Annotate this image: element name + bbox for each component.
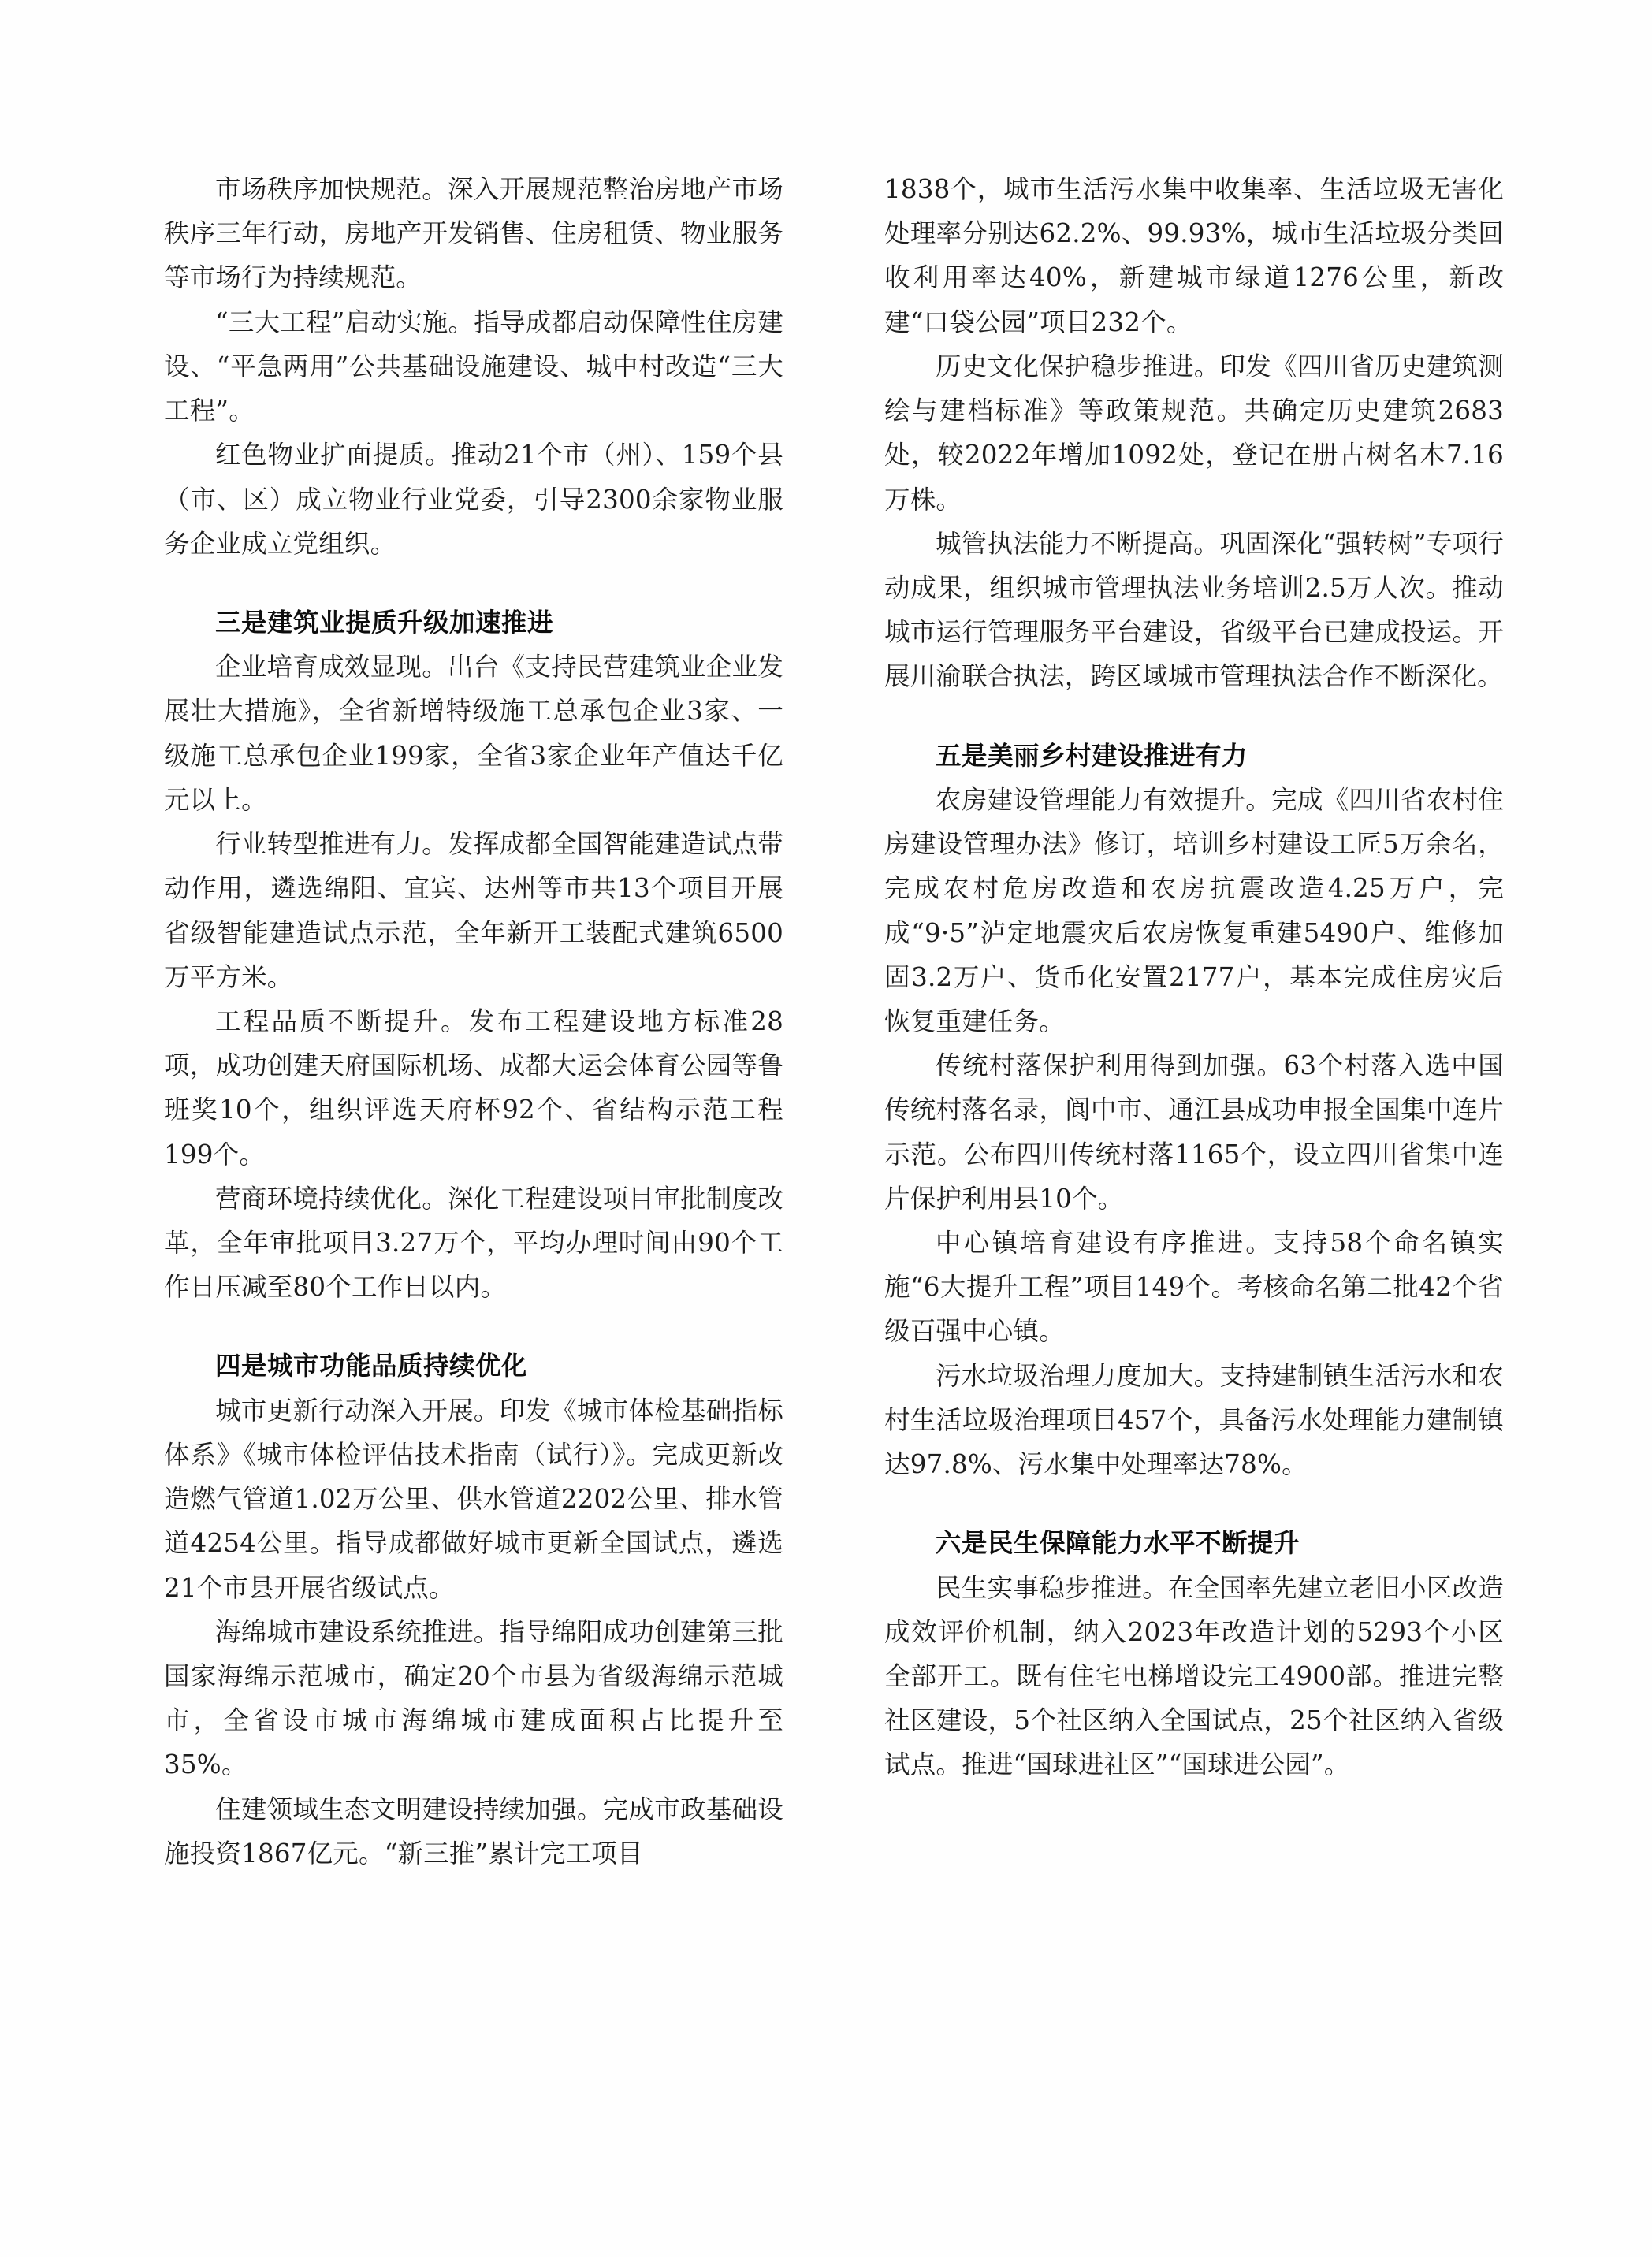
paragraph: 营商环境持续优化。深化工程建设项目审批制度改革，全年审批项目3.27万个，平均办理时间由90个工作日压减至80个工作日以内。 xyxy=(164,1183,783,1303)
paragraph: 城市更新行动深入开展。印发《城市体检基础指标体系》《城市体检评估技术指南（试行）》。完成更新改造燃气管道1.02万公里、供水管道2202公里、排水管道4254公里。指导成都做好城市更新全国试点，遴选21个市县开展省级试点。 xyxy=(164,1395,783,1603)
section-heading: 五是美丽乡村建设推进有力 xyxy=(936,740,1248,771)
paragraph: “三大工程”启动实施。指导成都启动保障性住房建设、“平急两用”公共基础设施建设、城中村改造“三大工程”。 xyxy=(164,307,783,426)
paragraph: 民生实事稳步推进。在全国率先建立老旧小区改造成效评价机制，纳入2023年改造计划的5293个小区全部开工。既有住宅电梯增设完工4900部。推进完整社区建设，5个社区纳入全国试点，25个社区纳入省级试点。推进“国球进社区”“国球进公园”。 xyxy=(884,1572,1504,1780)
spacer xyxy=(164,1309,783,1344)
section-heading: 四是城市功能品质持续优化 xyxy=(215,1351,528,1381)
paragraph: 农房建设管理能力有效提升。完成《四川省农村住房建设管理办法》修订，培训乡村建设工匠5万余名，完成农村危房改造和农房抗震改造4.25万户，完成“9·5”泸定地震灾后农房恢复重建5490户、维修加固3.2万户、货币化安置2177户，基本完成住房灾后恢复重建任务。 xyxy=(884,784,1504,1036)
section-heading: 六是民生保障能力水平不断提升 xyxy=(936,1528,1300,1559)
left-column xyxy=(164,167,783,1876)
paragraph: 行业转型推进有力。发挥成都全国智能建造试点带动作用，遴选绵阳、宜宾、达州等市共13个项目开展省级智能建造试点示范，全年新开工装配式建筑6500万平方米。 xyxy=(164,829,783,992)
spacer xyxy=(164,566,783,601)
paragraph: 历史文化保护稳步推进。印发《四川省历史建筑测绘与建档标准》等政策规范。共确定历史建筑2683处，较2022年增加1092处，登记在册古树名木7.16万株。 xyxy=(884,351,1504,515)
paragraph: 市场秩序加快规范。深入开展规范整治房地产市场秩序三年行动，房地产开发销售、住房租赁、物业服务等市场行为持续规范。 xyxy=(164,174,783,293)
paragraph: 企业培育成效显现。出台《支持民营建筑业企业发展壮大措施》，全省新增特级施工总承包企业3家、一级施工总承包企业199家，全省3家企业年产值达千亿元以上。 xyxy=(164,652,783,815)
paragraph: 工程品质不断提升。发布工程建设地方标准28项，成功创建天府国际机场、成都大运会体育公园等鲁班奖10个，组织评选天府杯92个、省结构示范工程199个。 xyxy=(164,1006,783,1169)
paragraph: 住建领域生态文明建设持续加强。完成市政基础设施投资1867亿元。“新三推”累计完工项目 xyxy=(164,1794,783,1868)
right-column xyxy=(884,167,1504,1876)
two-column-layout xyxy=(164,167,1504,1876)
paragraph: 传统村落保护利用得到加强。63个村落入选中国传统村落名录，阆中市、通江县成功申报全国集中连片示范。公布四川传统村落1165个，设立四川省集中连片保护利用县10个。 xyxy=(884,1050,1504,1214)
paragraph: 红色物业扩面提质。推动21个市（州）、159个县（市、区）成立物业行业党委，引导2300余家物业服务企业成立党组织。 xyxy=(164,440,783,559)
paragraph: 污水垃圾治理力度加大。支持建制镇生活污水和农村生活垃圾治理项目457个，具备污水处理能力建制镇达97.8%、污水集中处理率达78%。 xyxy=(884,1360,1504,1480)
paragraph-continuation: 1838个，城市生活污水集中收集率、生活垃圾无害化处理率分别达62.2%、99.93%，城市生活垃圾分类回收利用率达40%，新建城市绿道1276公里，新改建“口袋公园”项目232个。 xyxy=(884,174,1504,337)
paragraph: 海绵城市建设系统推进。指导绵阳成功创建第三批国家海绵示范城市，确定20个市县为省级海绵示范城市，全省设市城市海绵城市建成面积占比提升至35%。 xyxy=(164,1616,783,1780)
paragraph: 中心镇培育建设有序推进。支持58个命名镇实施“6大提升工程”项目149个。考核命名第二批42个省级百强中心镇。 xyxy=(884,1228,1504,1347)
paragraph: 城管执法能力不断提高。巩固深化“强转树”专项行动成果，组织城市管理执法业务培训2.5万人次。推动城市运行管理服务平台建设，省级平台已建成投运。开展川渝联合执法，跨区域城市管理执法合作不断深化。 xyxy=(884,528,1504,692)
spacer xyxy=(884,1486,1504,1521)
section-heading: 三是建筑业提质升级加速推进 xyxy=(215,607,554,638)
spacer xyxy=(884,699,1504,734)
